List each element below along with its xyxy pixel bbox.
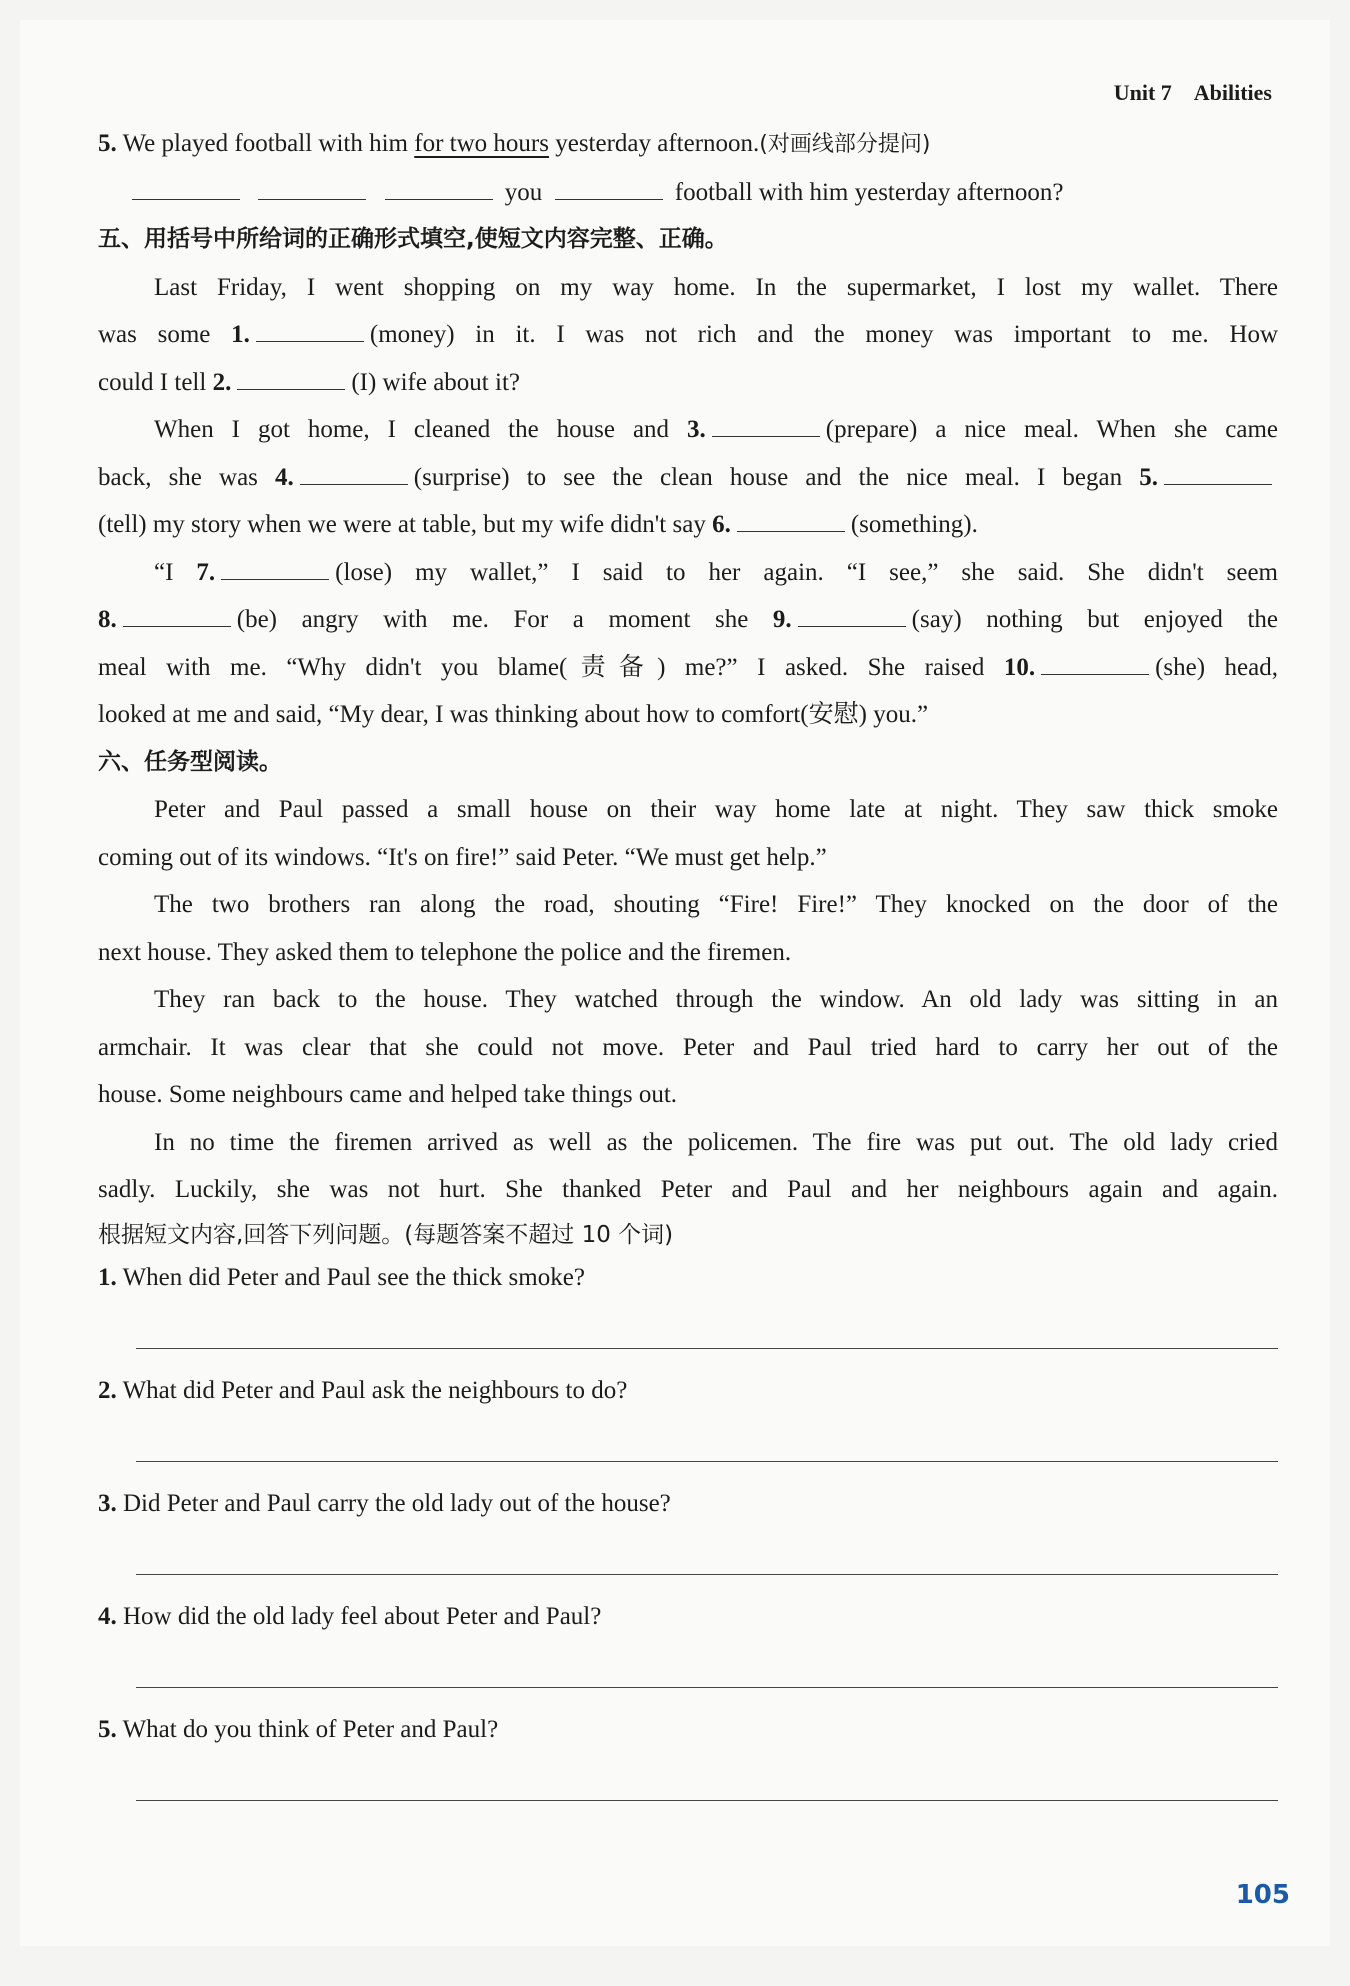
blank[interactable] — [385, 179, 493, 200]
blank-4[interactable] — [300, 464, 408, 485]
answer-line[interactable] — [136, 1348, 1278, 1349]
blank-8[interactable] — [123, 606, 231, 627]
reading-line: coming out of its windows. “It's on fire!” said Peter. “We must get help.” — [98, 843, 827, 871]
workbook-page — [20, 20, 1330, 1946]
passage-line: meal with me. “Why didn't you blame(责备) me?” I asked. She raised 10. (she) head, — [98, 653, 1278, 681]
blank-3[interactable] — [712, 416, 820, 437]
page-content — [98, 120, 1278, 1803]
reading-line: sadly. Luckily, she was not hurt. She thanked Peter and Paul and her neighbours again and again. — [98, 1176, 1278, 1203]
instruction: (对画线部分提问) — [759, 132, 931, 157]
reading-line: They ran back to the house. They watched through the window. An old lady was sitting in an — [154, 986, 1278, 1013]
blank[interactable] — [258, 179, 366, 200]
answer-line[interactable] — [136, 1687, 1278, 1688]
answer-line[interactable] — [136, 1574, 1278, 1575]
reading-line: The two brothers ran along the road, shouting “Fire! Fire!” They knocked on the door of the — [154, 891, 1278, 918]
blank[interactable] — [132, 179, 240, 200]
reading-line: In no time the firemen arrived as well as the policemen. The fire was put out. The old lady cried — [154, 1128, 1278, 1156]
answer-line[interactable] — [136, 1461, 1278, 1462]
reading-line: armchair. It was clear that she could not move. Peter and Paul tried hard to carry her out of the — [98, 1033, 1278, 1061]
question-5: 5. We played football with him for two hours yesterday afternoon.(对画线部分提问) — [98, 130, 931, 157]
blank-2[interactable] — [237, 369, 345, 390]
passage-line: could I tell 2. (I) wife about it? — [98, 368, 520, 396]
unit-title: Abilities — [1193, 80, 1272, 105]
reading-question-3: 3. Did Peter and Paul carry the old lady out of the house? — [98, 1482, 1278, 1575]
reading-line: house. Some neighbours came and helped take things out. — [98, 1081, 678, 1108]
reading-line: next house. They asked them to telephone the police and the firemen. — [98, 938, 792, 966]
page-header — [1114, 80, 1272, 106]
reading-line: Peter and Paul passed a small house on their way home late at night. They saw thick smoke — [154, 796, 1278, 823]
reading-question-1: 1. When did Peter and Paul see the thick smoke? — [98, 1256, 1278, 1349]
reading-question-5: 5. What do you think of Peter and Paul? — [98, 1708, 1278, 1801]
blank-1[interactable] — [256, 321, 364, 342]
underlined-phrase: for two hours — [414, 130, 549, 157]
reading-question-4: 4. How did the old lady feel about Peter and Paul? — [98, 1595, 1278, 1688]
unit-label: Unit 7 — [1113, 80, 1172, 105]
passage-line: Last Friday, I went shopping on my way home. In the supermarket, I lost my wallet. There — [154, 273, 1278, 301]
blank[interactable] — [555, 179, 663, 200]
passage-line: (tell) my story when we were at table, but my wife didn't say 6. (something). — [98, 511, 978, 538]
passage-line: was some 1. (money) in it. I was not rich and the money was important to me. How — [98, 321, 1278, 348]
question-5-answer: you football with him yesterday afternoon? — [98, 169, 1278, 217]
passage-line: looked at me and said, “My dear, I was thinking about how to comfort(安慰) you.” — [98, 701, 929, 728]
blank-5[interactable] — [1164, 464, 1272, 485]
reading-instruction: 根据短文内容,回答下列问题。(每题答案不超过 10 个词) — [98, 1221, 674, 1248]
passage-line: 8. (be) angry with me. For a moment she 9. (say) nothing but enjoyed the — [98, 606, 1278, 633]
answer-line[interactable] — [136, 1800, 1278, 1801]
passage-line: “I 7. (lose) my wallet,” I said to her again. “I see,” she said. She didn't seem — [154, 558, 1279, 586]
section-6-title: 六、任务型阅读。 — [98, 748, 282, 775]
blank-10[interactable] — [1041, 654, 1149, 675]
reading-question-2: 2. What did Peter and Paul ask the neighbours to do? — [98, 1369, 1278, 1462]
passage-line: back, she was 4. (surprise) to see the clean house and the nice meal. I began 5. — [98, 454, 1278, 502]
page-number: 105 — [1235, 1880, 1290, 1910]
blank-9[interactable] — [798, 606, 906, 627]
section-5-title: 五、用括号中所给词的正确形式填空,使短文内容完整、正确。 — [98, 226, 728, 252]
passage-line: When I got home, I cleaned the house and 3. (prepare) a nice meal. When she came — [154, 416, 1279, 443]
blank-7[interactable] — [221, 559, 329, 580]
blank-6[interactable] — [737, 511, 845, 532]
